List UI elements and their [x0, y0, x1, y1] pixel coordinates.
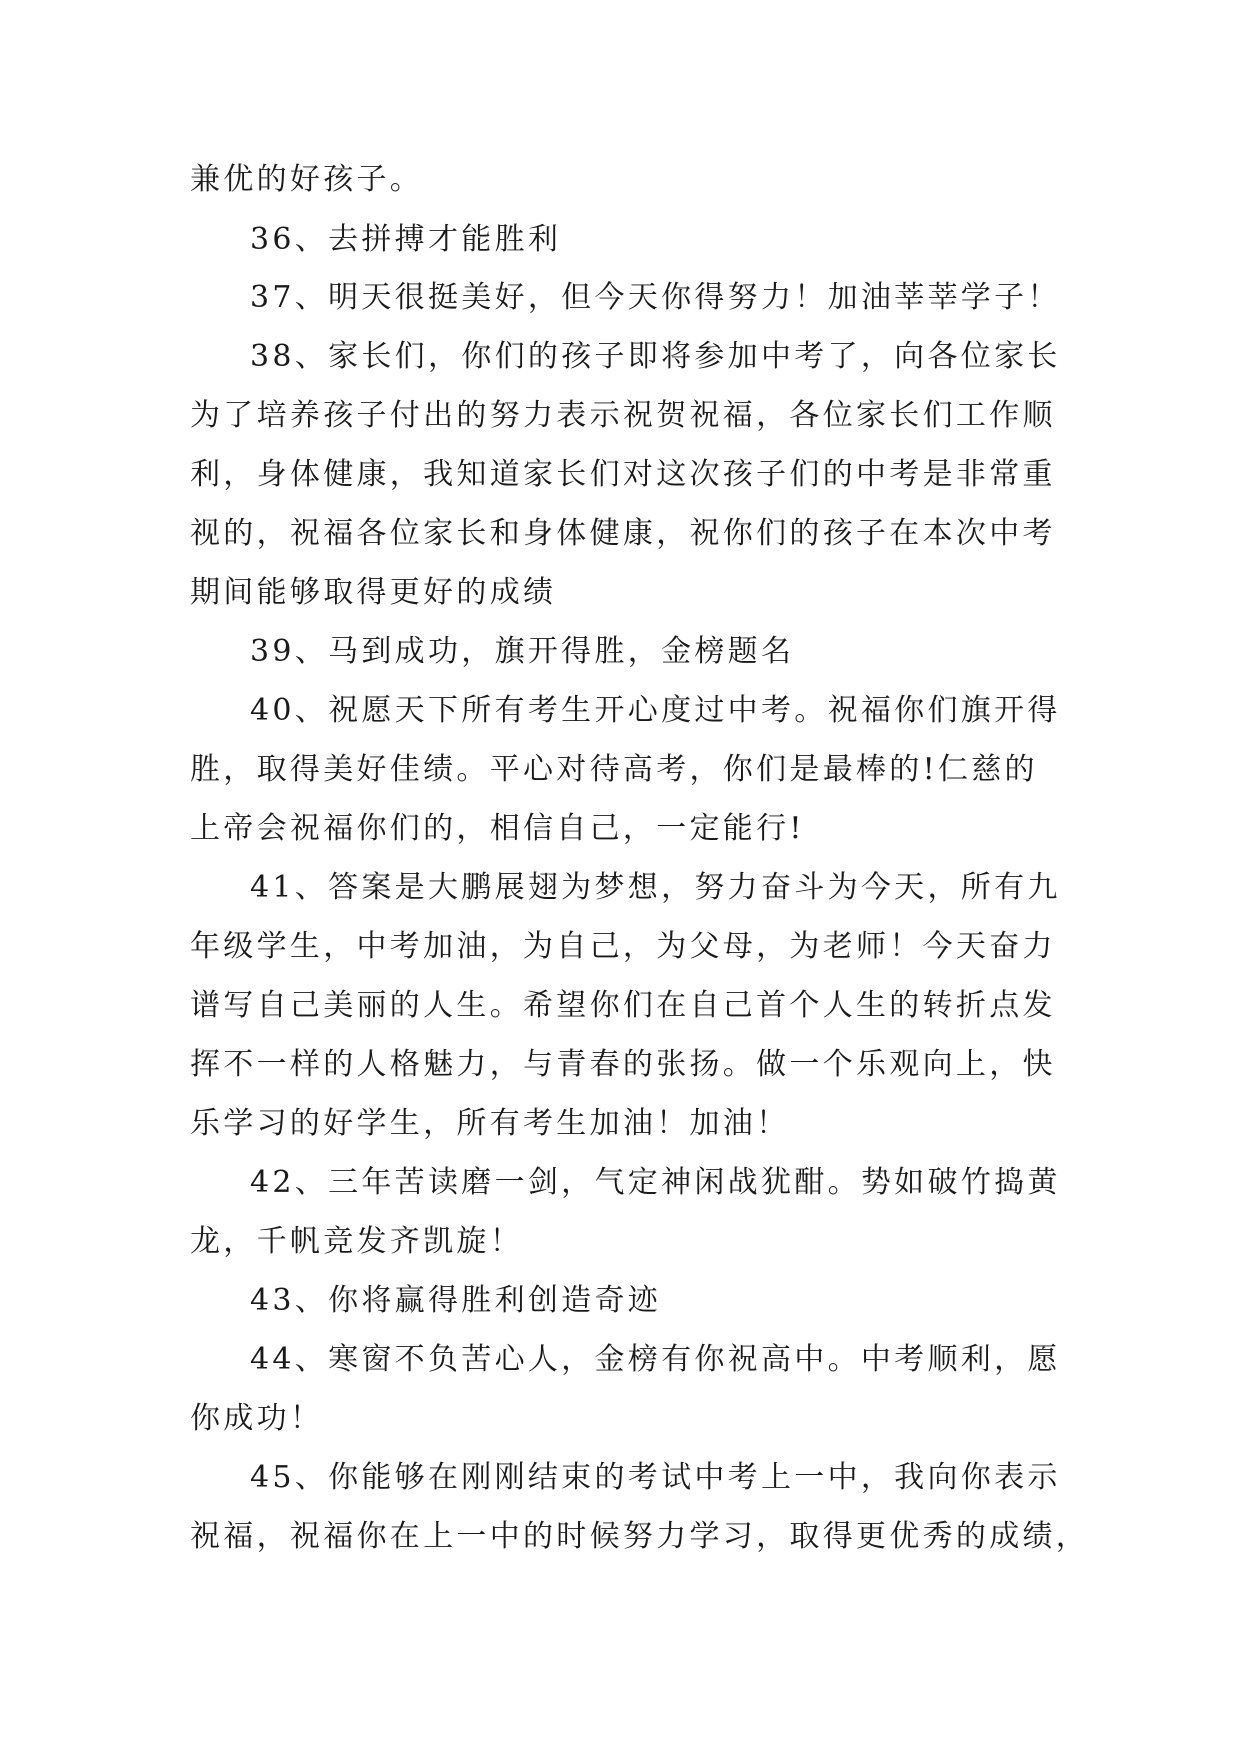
- list-item-37: 37、明天很挺美好，但今天你得努力！加油莘莘学子！: [250, 280, 1061, 315]
- text-line: 兼优的好孩子。: [190, 162, 424, 197]
- text-line: 上帝会祝福你们的，相信自己，一定能行!: [190, 811, 805, 846]
- list-item-41: 41、答案是大鹏展翅为梦想，努力奋斗为今天，所有九: [250, 870, 1061, 905]
- list-item-38: 38、家长们，你们的孩子即将参加中考了，向各位家长: [250, 339, 1061, 374]
- text-line: 龙，千帆竞发齐凯旋！: [190, 1224, 523, 1259]
- text-line: 谱写自己美丽的人生。希望你们在自己首个人生的转折点发: [190, 988, 1056, 1023]
- list-item-40: 40、祝愿天下所有考生开心度过中考。祝福你们旗开得: [250, 693, 1061, 728]
- list-item-43: 43、你将赢得胜利创造奇迹: [250, 1283, 662, 1318]
- text-line: 乐学习的好学生，所有考生加油！加油！: [190, 1106, 790, 1141]
- text-line: 祝福，祝福你在上一中的时候努力学习，取得更优秀的成绩，: [190, 1519, 1090, 1554]
- text-line: 期间能够取得更好的成绩: [190, 575, 557, 610]
- text-line: 挥不一样的人格魅力，与青春的张扬。做一个乐观向上，快: [190, 1047, 1056, 1082]
- text-line: 你成功！: [190, 1401, 324, 1436]
- text-line: 为了培养孩子付出的努力表示祝贺祝福，各位家长们工作顺: [190, 398, 1056, 433]
- list-item-42: 42、三年苦读磨一剑，气定神闲战犹酣。势如破竹捣黄: [250, 1165, 1061, 1200]
- list-item-45: 45、你能够在刚刚结束的考试中考上一中，我向你表示: [250, 1460, 1061, 1495]
- text-line: 视的，祝福各位家长和身体健康，祝你们的孩子在本次中考: [190, 516, 1056, 551]
- text-line: 利，身体健康，我知道家长们对这次孩子们的中考是非常重: [190, 457, 1056, 492]
- text-line: 胜，取得美好佳绩。平心对待高考，你们是最棒的!仁慈的: [190, 752, 1038, 787]
- text-line: 年级学生，中考加油，为自己，为父母，为老师！今天奋力: [190, 929, 1056, 964]
- list-item-36: 36、去拼搏才能胜利: [250, 222, 562, 257]
- list-item-39: 39、马到成功，旗开得胜，金榜题名: [250, 634, 795, 669]
- list-item-44: 44、寒窗不负苦心人，金榜有你祝高中。中考顺利，愿: [250, 1342, 1061, 1377]
